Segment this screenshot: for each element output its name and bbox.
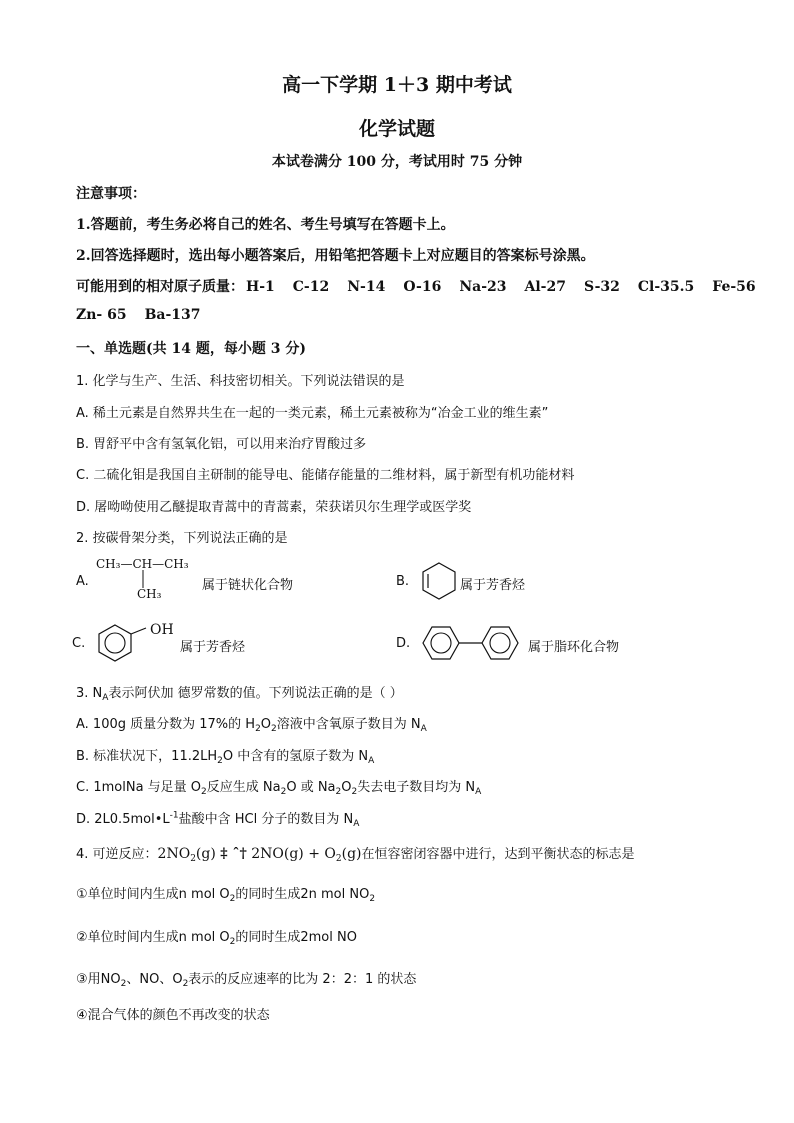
q3c-text: 失去电子数目均为 N	[357, 780, 476, 795]
mass-item: Al-27	[524, 279, 566, 295]
q3c-sub: 2	[335, 787, 342, 797]
q3c-sub: 2	[201, 787, 207, 797]
masses-label: 可能用到的相对原子质量：	[76, 279, 244, 295]
q3c-sub: 2	[351, 787, 358, 797]
q1-stem: 1. 化学与生产、生活、科技密切相关。下列说法错误的是	[76, 374, 405, 389]
q1-option-b: B. 胃舒平中含有氢氧化铝，可以用来治疗胃酸过多	[76, 437, 367, 452]
eq-part: 2NO(g) + O	[251, 846, 336, 862]
s-sub: 2	[369, 894, 376, 904]
q3c-text: 反应生成 Na	[206, 780, 281, 795]
mass-item: Zn- 65	[76, 307, 127, 323]
q3b-text: O 中含有的氢原子数为 N	[222, 749, 369, 764]
isobutane-formula: CH₃—CH—CH₃	[96, 557, 189, 571]
cyclohexene-structure	[418, 560, 460, 602]
q3b-sub: 2	[217, 756, 223, 766]
q2-option-b-label: B.	[396, 574, 410, 589]
q1-option-c: C. 二硫化钼是我国自主研制的能导电、能储存能量的二维材料，属于新型有机功能材料	[76, 468, 575, 483]
q4-statement-2	[76, 926, 357, 945]
q2-option-b-text: 属于芳香烃	[460, 578, 526, 593]
q1-option-a: A. 稀土元素是自然界共生在一起的一类元素，稀土元素被称为“冶金工业的维生素”	[76, 406, 549, 421]
s-text: ②单位时间内生成n mol O	[76, 930, 230, 945]
eq-sub: 2	[335, 854, 342, 864]
q2-option-a-text: 属于链状化合物	[202, 578, 294, 593]
notice-item: 1.答题前，考生务必将自己的姓名、考生号填写在答题卡上。	[76, 217, 455, 233]
s-sub: 2	[229, 937, 236, 947]
q3-sub: A	[102, 693, 109, 703]
q3-option-b	[76, 745, 374, 764]
exam-title: 高一下学期 1＋3 期中考试	[282, 74, 512, 96]
q3d-sub: A	[353, 819, 360, 829]
exam-subtitle: 本试卷满分 100 分，考试用时 75 分钟	[271, 154, 523, 170]
q2-stem: 2. 按碳骨架分类，下列说法正确的是	[76, 531, 288, 546]
notice-item: 2.回答选择题时，选出每小题答案后，用铅笔把答题卡上对应题目的答案标号涂黑。	[76, 248, 595, 264]
biphenyl-structure	[418, 622, 526, 664]
phenol-structure	[94, 622, 156, 664]
s-sub: 2	[182, 979, 189, 989]
mass-item: C-12	[292, 279, 330, 295]
s-text: 的同时生成2mol NO	[235, 930, 357, 945]
isobutane-branch: CH₃	[137, 587, 162, 601]
q3d-text: D. 2L0.5mol•L	[76, 812, 170, 827]
atomic-masses-line2	[76, 307, 219, 323]
mass-item: Ba-137	[144, 307, 201, 323]
q3a-text: 溶液中含氧原子数目为 N	[276, 717, 421, 732]
q4-text: 在恒容密闭容器中进行，达到平衡状态的标志是	[361, 847, 635, 862]
q2-option-a-label: A.	[76, 574, 89, 589]
q3-stem	[76, 682, 403, 701]
mass-item: H-1	[246, 279, 275, 295]
q3b-sub: A	[368, 756, 375, 766]
reaction-equation	[158, 846, 362, 862]
q3-text: 3. N	[76, 686, 103, 701]
q3b-text: B. 标准状况下，11.2LH	[76, 749, 218, 764]
mass-item: N-14	[347, 279, 386, 295]
q3-option-c	[76, 776, 481, 795]
eq-part: (g)	[341, 846, 362, 862]
q3c-text: C. 1molNa 与足量 O	[76, 780, 202, 795]
equilibrium-arrow: ‡ ˆ†	[220, 846, 247, 862]
eq-part: 2NO	[157, 846, 191, 862]
branch-bond	[139, 570, 147, 588]
q2-option-c-label: C.	[72, 636, 86, 651]
mass-item: O-16	[403, 279, 442, 295]
q3a-sub: 2	[255, 724, 261, 734]
mass-item: Fe-56	[712, 279, 756, 295]
s-text: 的同时生成2n mol NO	[235, 887, 370, 902]
q2-option-c-text: 属于芳香烃	[180, 640, 246, 655]
mass-item: S-32	[583, 279, 620, 295]
eq-part: (g)	[195, 846, 216, 862]
q3-text: 表示阿伏加 德罗常数的值。下列说法正确的是（ ）	[108, 686, 403, 701]
subject-title: 化学试题	[358, 118, 435, 140]
q3-option-d	[76, 808, 359, 827]
q3c-text: O	[341, 780, 352, 795]
mass-item: Na-23	[459, 279, 507, 295]
q4-stem	[76, 843, 635, 862]
q2-option-d-label: D.	[396, 636, 411, 651]
mass-item: Cl-35.5	[637, 279, 695, 295]
q3a-sub: 2	[271, 724, 277, 734]
q4-statement-1	[76, 883, 375, 902]
q3c-text: O 或 Na	[286, 780, 336, 795]
q4-text: 4. 可逆反应：	[76, 847, 158, 862]
q3c-sub: A	[475, 787, 482, 797]
q2-option-d-text: 属于脂环化合物	[528, 640, 620, 655]
s-text: ①单位时间内生成n mol O	[76, 887, 230, 902]
s-sub: 2	[120, 979, 127, 989]
s-text: 表示的反应速率的比为 2：2：1 的状态	[188, 972, 417, 987]
hydroxyl-label: OH	[150, 622, 174, 638]
section-heading: 一、单选题(共 14 题，每小题 3 分)	[76, 341, 306, 357]
q4-statement-3	[76, 968, 416, 987]
s-text: 、NO、O	[126, 972, 183, 987]
q3d-sup: -1	[169, 810, 179, 821]
q4-statement-4: ④混合气体的颜色不再改变的状态	[76, 1008, 270, 1023]
s-text: ③用NO	[76, 972, 121, 987]
atomic-masses-line1	[76, 276, 756, 296]
eq-sub: 2	[190, 854, 196, 864]
q1-option-d: D. 屠呦呦使用乙醚提取青蒿中的青蒿素，荣获诺贝尔生理学或医学奖	[76, 500, 472, 515]
notice-heading: 注意事项：	[76, 186, 146, 202]
q3c-sub: 2	[280, 787, 287, 797]
s-sub: 2	[229, 894, 236, 904]
q3a-sub: A	[420, 724, 427, 734]
q3a-text: O	[260, 717, 272, 732]
q3-option-a	[76, 713, 427, 732]
q3a-text: A. 100g 质量分数为 17%的 H	[76, 717, 256, 732]
q3d-text: 盐酸中含 HCl 分子的数目为 N	[178, 812, 354, 827]
